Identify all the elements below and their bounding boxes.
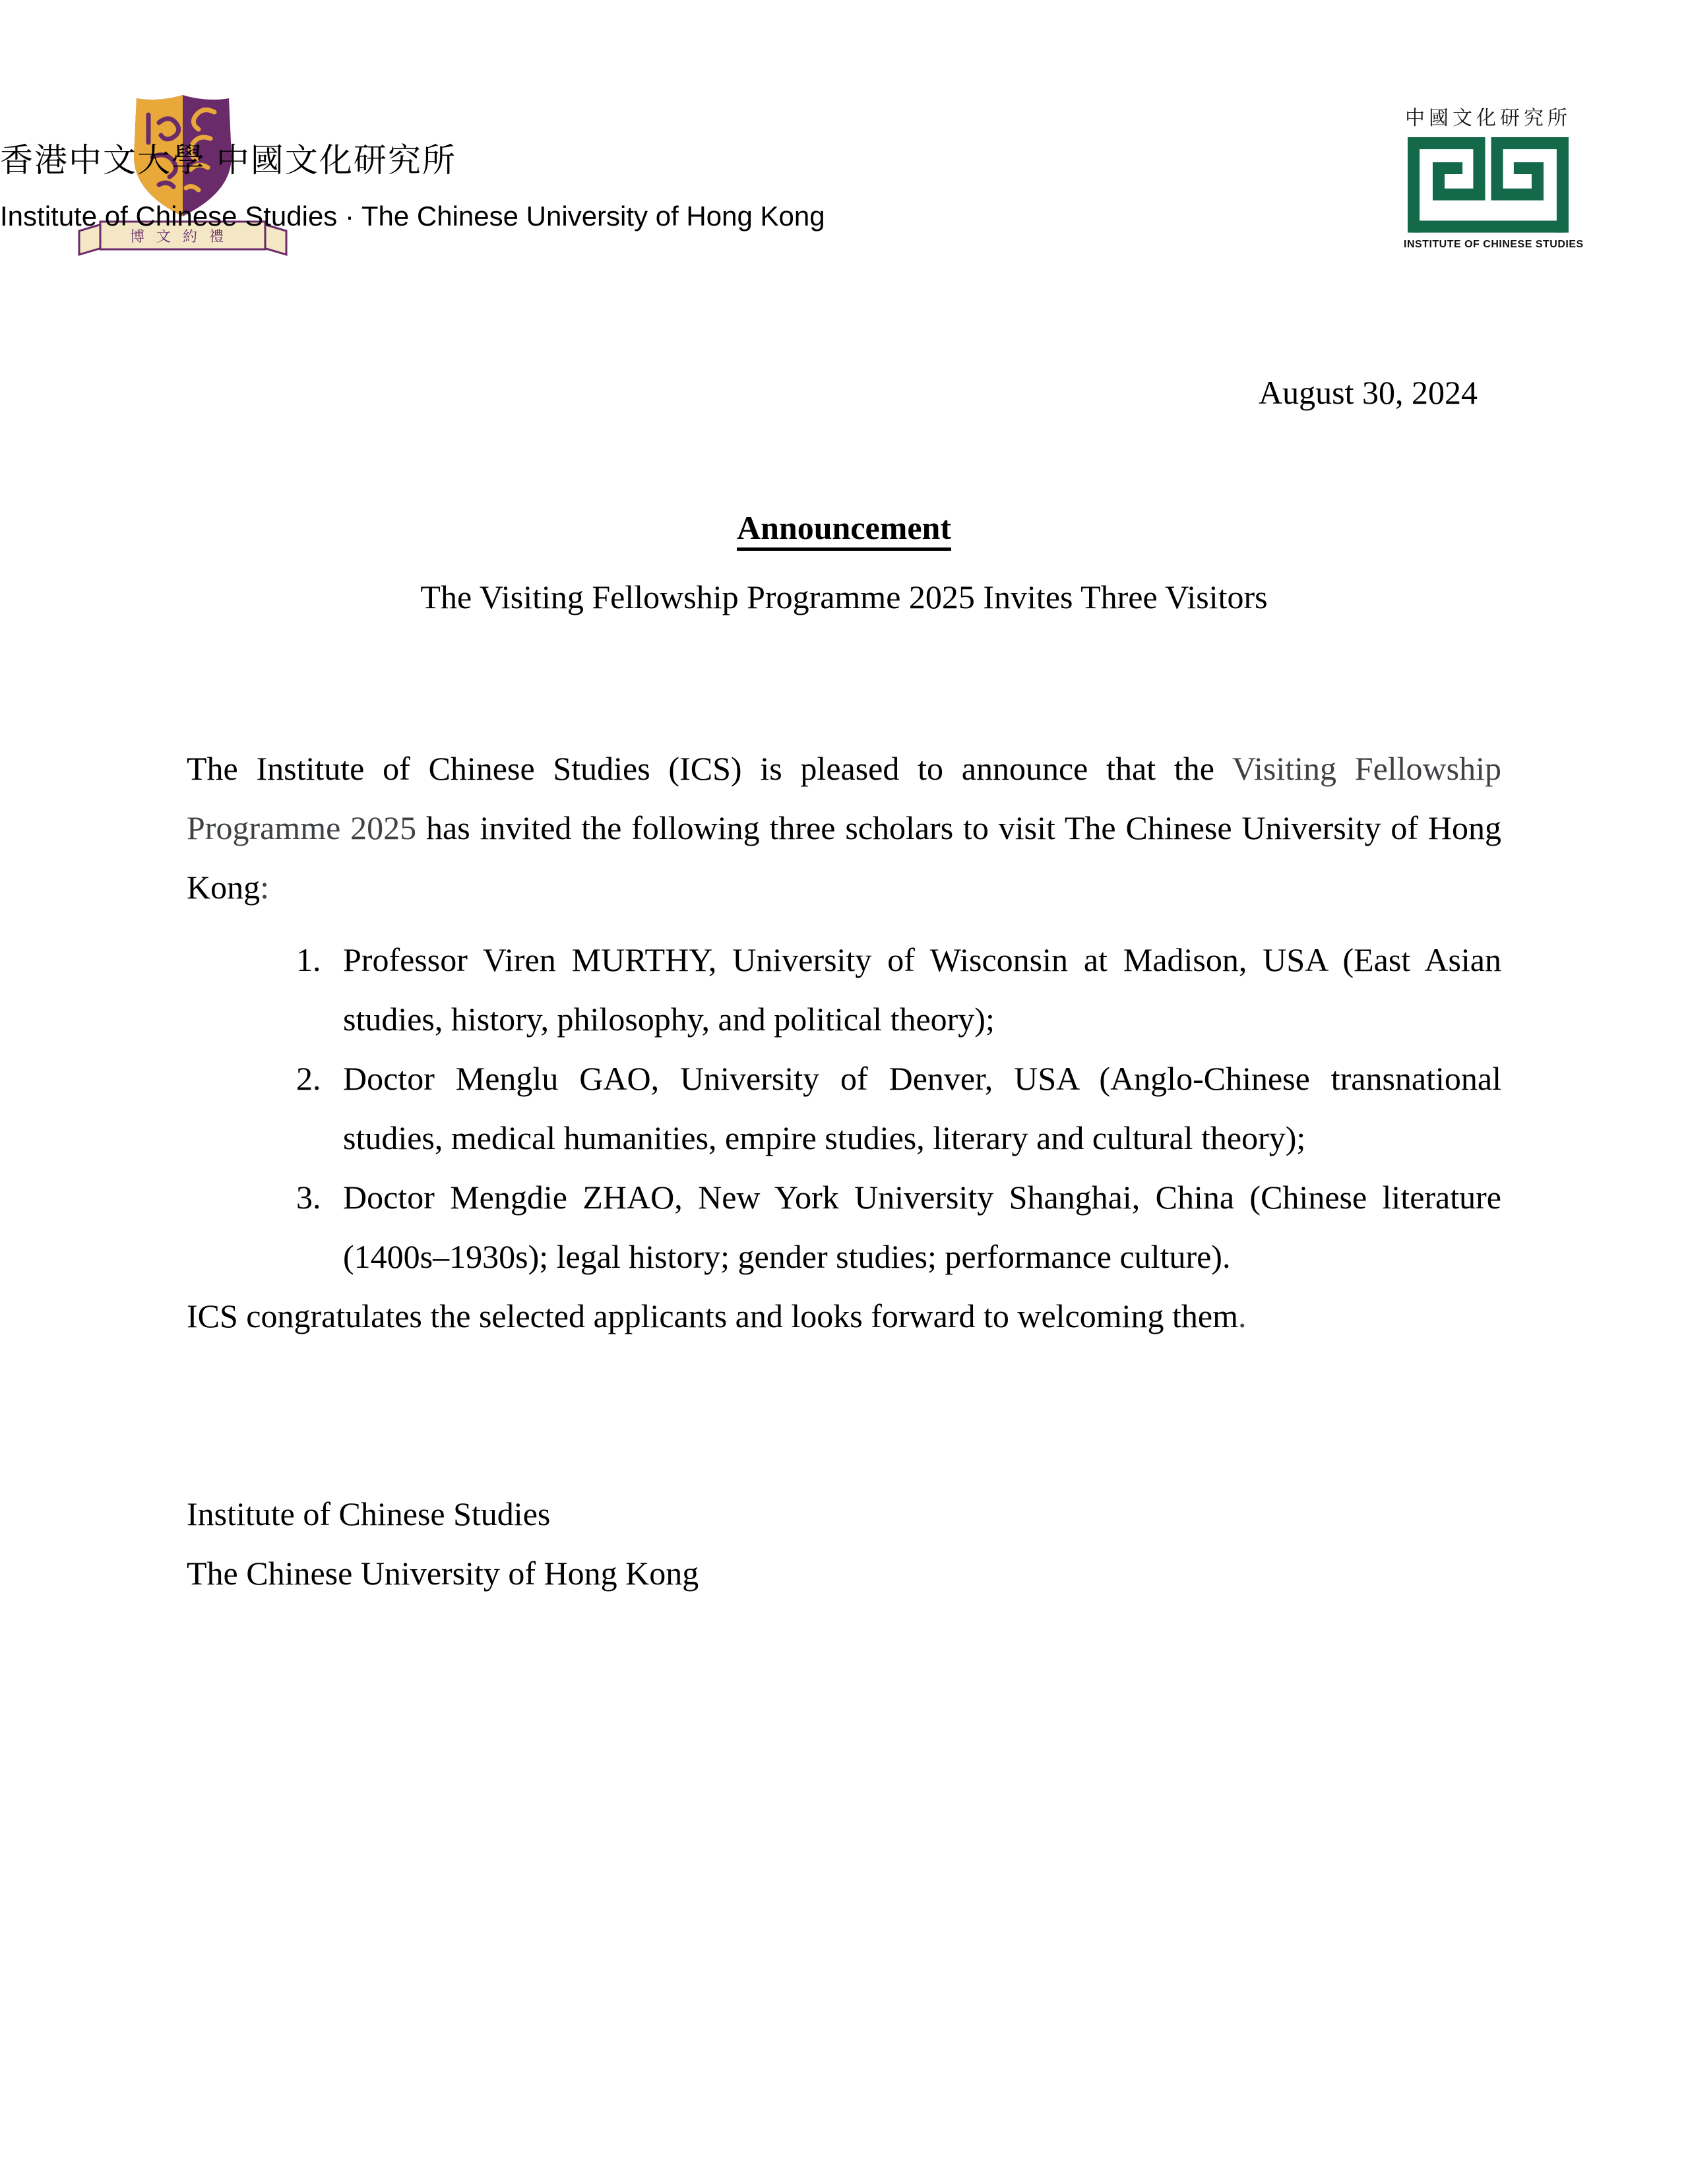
- list-item-3-line-2: (1400s–1930s); legal history; gender studies; performance culture).: [343, 1238, 1231, 1275]
- list-item-2-line-1: Doctor Menglu GAO, University of Denver, USA (Anglo-Chinese transnational: [343, 1060, 1501, 1097]
- closing-text: ICS congratulates the selected applicants and looks forward to welcoming them: [187, 1297, 1238, 1334]
- closing-period: .: [1238, 1297, 1247, 1334]
- paragraph-line-3: [187, 858, 1501, 917]
- ics-logo-caption: INSTITUTE OF CHINESE STUDIES: [1404, 239, 1584, 250]
- list-item: [187, 930, 1501, 1049]
- paragraph-line-3-black: Kong: [187, 869, 261, 906]
- list-item: [187, 1168, 1501, 1286]
- signature-line-2: The Chinese University of Hong Kong: [187, 1555, 699, 1592]
- ics-meander-icon: [1408, 137, 1569, 236]
- announcement-title: [187, 498, 1501, 557]
- list-item-number: 2.: [296, 1060, 321, 1097]
- crest-motto-text: 博文約禮: [129, 228, 236, 245]
- list-item-2-line-2: studies, medical humanities, empire studies, literary and cultural theory);: [343, 1119, 1306, 1156]
- paragraph-line-1: [187, 739, 1501, 798]
- ics-logo: [1404, 104, 1584, 251]
- list-item-3-line-1: Doctor Mengdie ZHAO, New York University Shanghai, China (Chinese literature: [343, 1179, 1501, 1216]
- announcement-subtitle: The Visiting Fellowship Programme 2025 Invites Three Visitors: [420, 578, 1268, 615]
- paragraph-line-2-gray: Programme 2025: [187, 809, 417, 846]
- list-item-number: 3.: [296, 1179, 321, 1216]
- header-english-title: Institute of Chinese Studies · The Chinese University of Hong Kong: [0, 201, 825, 232]
- header-chinese-title: 香港中文大學 中國文化研究所: [0, 142, 456, 179]
- visitor-list: [187, 930, 1501, 1286]
- list-item: [187, 1049, 1501, 1168]
- paragraph-line-1-gray: Visiting Fellowship: [1232, 750, 1502, 787]
- paragraph-line-2: [187, 798, 1501, 858]
- paragraph-line-3-gray: :: [260, 869, 270, 906]
- announcement-title-text: Announcement: [737, 509, 951, 551]
- list-item-number: 1.: [296, 941, 321, 978]
- list-item-1-line-1: Professor Viren MURTHY, University of Wisconsin at Madison, USA (East Asian: [343, 941, 1501, 978]
- date-line: August 30, 2024: [1259, 374, 1478, 411]
- closing-line: [187, 1286, 1501, 1346]
- paragraph-line-2-black: has invited the following three scholars to visit The Chinese University of Hong: [416, 809, 1502, 846]
- opening-paragraph: [187, 739, 1501, 917]
- list-item-1-line-2: studies, history, philosophy, and political theory);: [343, 1001, 995, 1038]
- paragraph-line-1-black: The Institute of Chinese Studies (ICS) is pleased to announce that the: [187, 750, 1232, 787]
- ics-logo-calligraphy: 中國文化研究所: [1405, 108, 1571, 129]
- signature-block: [187, 1484, 1501, 1603]
- signature-line-1: Institute of Chinese Studies: [187, 1495, 551, 1532]
